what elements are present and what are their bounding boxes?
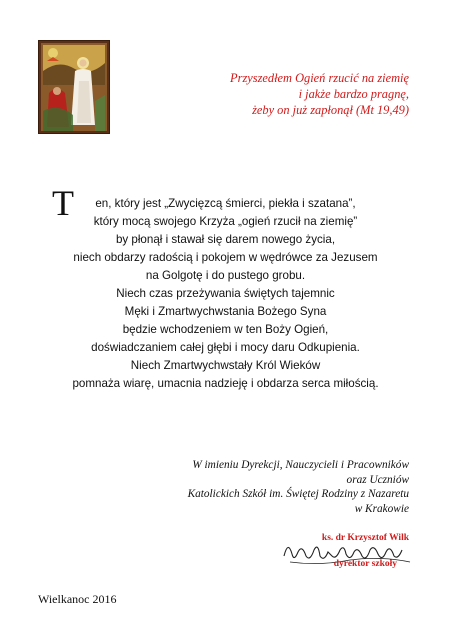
sender-line: W imieniu Dyrekcji, Nauczycieli i Pracowników	[192, 459, 409, 471]
greeting-line: doświadczaniem całej głębi i mocy daru Odkupienia.	[91, 341, 360, 354]
sender-block	[79, 458, 409, 516]
greeting-line: na Golgotę i do pustego grobu.	[145, 269, 306, 282]
sender-line: Katolickich Szkół im. Świętej Rodziny z Nazaretu	[187, 488, 409, 500]
quote-line: Przyszedłem Ogień rzucić na ziemię	[230, 71, 409, 85]
easter-greeting	[20, 195, 431, 393]
greeting-line: pomnaża wiarę, umacnia nadzieję i obdarza serca miłością.	[72, 377, 379, 390]
scripture-quote	[149, 70, 409, 118]
quote-line: żeby on już zapłonął (Mt 19,49)	[252, 103, 409, 117]
greeting-line: en, który jest „Zwycięzcą śmierci, piekła i szatana”,	[95, 197, 356, 210]
sender-line: oraz Uczniów	[346, 473, 409, 486]
resurrection-icon-image	[38, 40, 110, 134]
greeting-line: Niech Zmartwychwstały Król Wieków	[130, 359, 321, 372]
greeting-line: będzie wchodzeniem w ten Boży Ogień,	[122, 323, 329, 336]
greeting-line: Niech czas przeżywania świętych tajemnic	[116, 287, 335, 300]
greeting-line: Męki i Zmartwychwstania Bożego Syna	[124, 305, 327, 318]
greeting-line: który mocą swojego Krzyża „ogień rzucił na ziemię”	[93, 215, 358, 228]
greeting-line: by płonął i stawał się darem nowego życia,	[115, 233, 336, 246]
signatory-name: ks. dr Krzysztof Wilk	[321, 533, 409, 543]
quote-line: i jakże bardzo pragnę,	[298, 87, 409, 101]
signatory-role: dyrektor szkoły	[333, 559, 397, 569]
drop-cap-initial: T	[52, 183, 74, 223]
sender-line: w Krakowie	[354, 502, 409, 515]
greeting-line: niech obdarzy radością i pokojem w wędrówce za Jezusem	[73, 251, 378, 264]
occasion-date: Wielkanoc 2016	[38, 592, 117, 606]
